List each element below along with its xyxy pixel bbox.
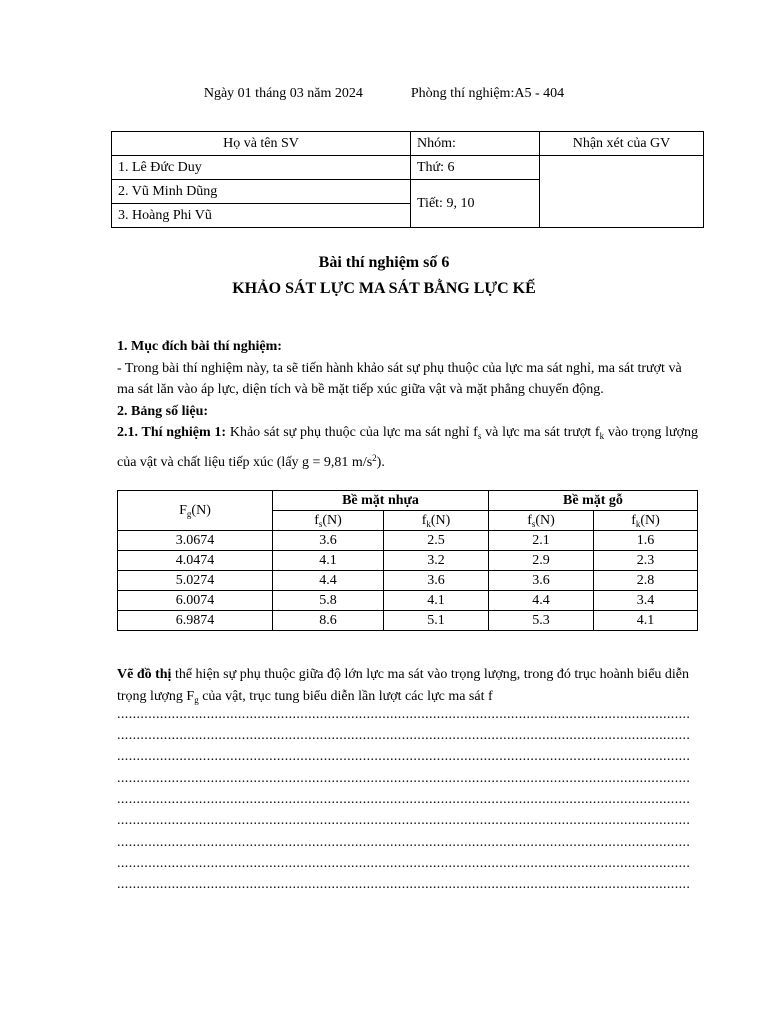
student-2: 2. Vũ Minh Dũng [112, 180, 411, 204]
dotted-line: ................................................................................................................................................... [117, 835, 691, 850]
wood-fk-header: $f_k(N)$ [594, 511, 698, 531]
header-line [0, 86, 768, 102]
plastic-fs-header: $f_s(N)$ [273, 511, 384, 531]
experiment-main-title: KHẢO SÁT LỰC MA SÁT BẰNG LỰC KẾ [232, 280, 536, 297]
table-row: 3.0674 3.6 2.5 2.1 1.6 [118, 531, 698, 551]
header-student-name: Họ và tên SV [112, 132, 411, 156]
dotted-line: ................................................................................................................................................... [117, 792, 691, 807]
table-row: 5.0274 4.4 3.6 3.6 2.8 [118, 571, 698, 591]
wood-surface-header: Bề mặt gỗ [489, 491, 698, 511]
day-cell: Thứ: 6 [411, 156, 540, 180]
student-3: 3. Hoàng Phi Vũ [112, 204, 411, 228]
graph-instruction-bold: Vẽ đồ thị [117, 667, 172, 682]
experiment-number-title: Bài thí nghiệm số 6 [318, 254, 450, 271]
dotted-line: ................................................................................................................................................... [117, 877, 691, 892]
section-2-heading: 2. Bảng số liệu: [117, 403, 209, 419]
experiment-1-description: 2.1. Thí nghiệm 1: Khảo sát sự phụ thuộc của lực ma sát nghỉ $f_s$ và lực ma sát trượt $f_k$ vào trọng lượng của vật và chất liệu tiếp xúc (lấy g = 9,81 $m/s^2$). [117, 425, 699, 470]
table-row: 6.0074 5.8 4.1 4.4 3.4 [118, 591, 698, 611]
student-1: 1. Lê Đức Duy [112, 156, 411, 180]
dotted-line: ................................................................................................................................................... [117, 771, 691, 786]
lab-room-text: Phòng thí nghiệm:A5 - 404 [410, 86, 565, 101]
header-group: Nhóm: [411, 132, 540, 156]
dotted-line: ................................................................................................................................................... [117, 813, 691, 828]
table-row: 6.9874 8.6 5.1 5.3 4.1 [118, 611, 698, 631]
dotted-line: ................................................................................................................................................... [117, 707, 691, 722]
table-row: 4.0474 4.1 3.2 2.9 2.3 [118, 551, 698, 571]
experiment-1-label: 2.1. Thí nghiệm 1: [117, 425, 227, 440]
dotted-line: ................................................................................................................................................... [117, 856, 691, 871]
measurement-table [117, 490, 698, 631]
section-1 [117, 336, 698, 473]
graph-instruction: Vẽ đồ thị thể hiện sự phụ thuộc giữa độ lớn lực ma sát vào trọng lượng, trong đó trục hoành biểu diễn trọng lượng $F_g$ của vật, trục tung biểu diễn lần lượt các lực ma sát f [117, 667, 690, 705]
wood-fs-header: $f_s(N)$ [489, 511, 594, 531]
plastic-surface-header: Bề mặt nhựa [273, 491, 489, 511]
section-1-heading: 1. Mục đích bài thí nghiệm: [117, 339, 282, 354]
section-1-text: - Trong bài thí nghiệm này, ta sẽ tiến hành khảo sát sự phụ thuộc của lực ma sát nghỉ, ma sát trượt và ma sát lăn vào áp lực, diện tích và bề mặt tiếp xúc giữa vật và mặt phẳng chuyển động. [117, 360, 682, 397]
dotted-line: ................................................................................................................................................... [117, 749, 691, 764]
fg-header: $F_g(N)$ [118, 491, 273, 531]
header-teacher-comment: Nhận xét của GV [540, 132, 704, 156]
plastic-fk-header: $f_k(N)$ [384, 511, 489, 531]
period-cell: Tiết: 9, 10 [411, 180, 540, 228]
teacher-comment-cell [540, 156, 704, 228]
dotted-line: ................................................................................................................................................... [117, 728, 691, 743]
date-text: Ngày 01 tháng 03 năm 2024 [203, 86, 363, 101]
student-info-table [111, 131, 704, 228]
